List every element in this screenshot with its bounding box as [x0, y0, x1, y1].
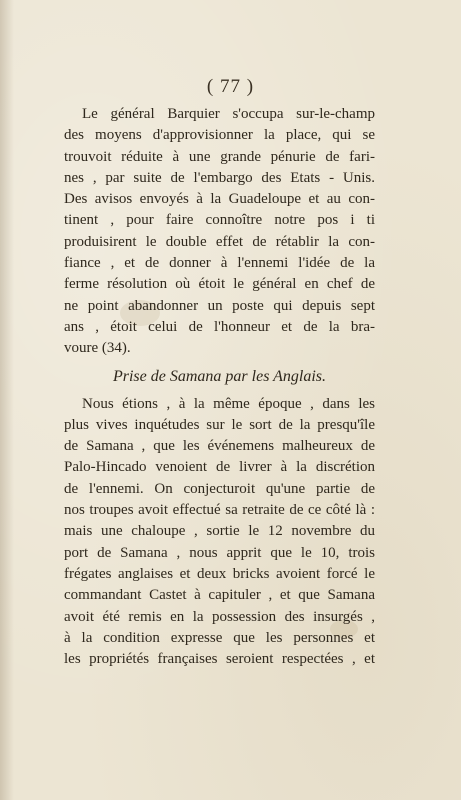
text-line: plus vives inquétudes sur le sort de la presqu'île	[64, 416, 375, 433]
text-line: Nous étions , à la même époque , dans les	[82, 395, 375, 412]
text-line: des moyens d'approvisionner la place, qui se	[64, 127, 375, 144]
section-heading: Prise de Samana par les Anglais.	[112, 367, 327, 385]
text-line: voure (34).	[64, 340, 131, 357]
text-line: trouvoit réduite à une grande pénurie de fari-	[64, 148, 375, 165]
text-line: tinent , pour faire connoître notre pos i ti	[64, 212, 375, 229]
text-line: à la condition expresse que les personnes et	[64, 629, 375, 646]
text-line: port de Samana , nous apprit que le 10, trois	[64, 544, 375, 561]
text-line: de Samana , que les événemens malheureux de	[64, 438, 375, 455]
text-line: avoit été remis en la possession des insurgés ,	[64, 608, 375, 625]
text-line: les propriétés françaises seroient respectées , et	[64, 651, 375, 668]
text-line: Des avisos envoyés à la Guadeloupe et au con-	[64, 191, 375, 208]
text-line: ans , étoit celui de l'honneur et de la bra-	[64, 318, 375, 335]
text-line: nes , par suite de l'embargo des Etats - Unis.	[64, 169, 375, 186]
body-text	[64, 104, 375, 670]
text-line: ne point abandonner un poste qui depuis sept	[64, 297, 375, 314]
text-line: Palo-Hincado venoient de livrer à la discrétion	[64, 459, 375, 476]
text-line: nos troupes avoit effectué sa retraite de ce côté là :	[64, 502, 375, 519]
text-line: commandant Castet à capituler , et que Samana	[64, 587, 375, 604]
text-line: fiance , et de donner à l'ennemi l'idée de la	[64, 255, 375, 272]
text-line: frégates anglaises et deux bricks avoient forcé le	[64, 565, 375, 582]
text-line: ferme résolution où étoit le général en chef de	[64, 276, 375, 293]
page-number: ( 77 )	[206, 76, 255, 97]
text-line: Le général Barquier s'occupa sur-le-champ	[82, 106, 375, 122]
text-line: produisirent le double effet de rétablir la con-	[64, 233, 375, 250]
text-line: mais une chaloupe , sortie le 12 novembre du	[64, 523, 375, 540]
page-edge-shadow	[0, 0, 14, 800]
text-line: de l'ennemi. On conjecturoit qu'une partie de	[64, 480, 375, 497]
